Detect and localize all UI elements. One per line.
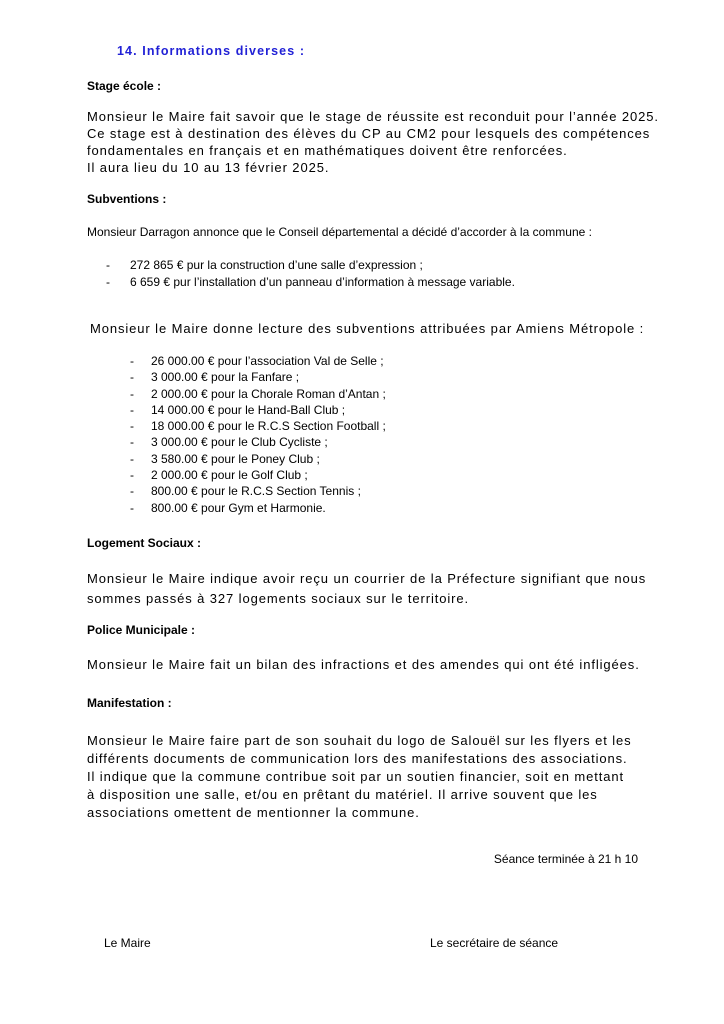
list-dash: - [106,258,110,272]
departement-subsidy-list [106,257,515,290]
list-dash: - [106,274,110,289]
list-item-text: 3 000.00 € pour le Club Cycliste ; [151,435,328,450]
list-item [106,257,515,274]
police-line: Monsieur le Maire fait un bilan des infractions et des amendes qui ont été infligées. [87,657,640,672]
list-item-text: 800.00 € pour le R.C.S Section Tennis ; [151,484,361,499]
list-item-text: 26 000.00 € pour l’association Val de Selle ; [151,354,384,368]
section-title: 14. Informations diverses : [117,44,306,58]
list-dash: - [130,468,134,483]
manifestation-line: Il indique que la commune contribue soit par un soutien financier, soit en mettant [87,769,625,784]
list-item [130,483,386,499]
manifestation-heading: Manifestation : [87,696,172,710]
list-item [130,402,386,418]
list-item-text: 3 000.00 € pour la Fanfare ; [151,370,300,385]
list-item [130,451,386,467]
list-dash: - [130,419,134,434]
list-item-text: 3 580.00 € pour le Poney Club ; [151,451,320,466]
logement-line: Monsieur le Maire indique avoir reçu un courrier de la Préfecture signifiant que nous [87,571,647,586]
metropole-subsidy-list [130,353,386,516]
list-dash: - [130,435,134,450]
manifestation-line: à disposition une salle, et/ou en prêtant du matériel. Il arrive souvent que les [87,787,598,802]
list-item-text: 2 000.00 € pour le Golf Club ; [151,468,308,483]
list-item-text: 800.00 € pour Gym et Harmonie. [151,500,326,515]
list-item-text: 6 659 € pur l’installation d’un panneau d’information à message variable. [130,274,515,289]
subventions-heading: Subventions : [87,192,167,206]
stage-line: fondamentales en français et en mathématiques doivent être renforcées. [87,143,568,158]
manifestation-line: différents documents de communication lors des manifestations des associations. [87,751,628,766]
police-heading: Police Municipale : [87,623,196,637]
stage-line: Il aura lieu du 10 au 13 février 2025. [87,160,330,175]
signature-maire: Le Maire [104,936,151,950]
list-item [130,434,386,450]
list-item [130,418,386,434]
list-dash: - [130,484,134,499]
list-item [130,467,386,483]
stage-heading: Stage école : [87,79,162,93]
list-dash: - [130,354,134,368]
closing-time: Séance terminée à 21 h 10 [493,852,638,866]
stage-line: Monsieur le Maire fait savoir que le stage de réussite est reconduit pour l’année 2025. [87,109,659,124]
list-dash: - [130,386,134,401]
metropole-intro: Monsieur le Maire donne lecture des subventions attribuées par Amiens Métropole : [90,321,645,336]
list-item [130,353,386,369]
signature-secretaire: Le secrétaire de séance [430,936,559,950]
list-item [106,274,515,291]
list-item [130,369,386,385]
stage-line: Ce stage est à destination des élèves du CP au CM2 pour lesquels des compétences [87,126,651,141]
list-item-text: 18 000.00 € pour le R.C.S Section Football ; [151,419,386,434]
manifestation-line: Monsieur le Maire faire part de son souhait du logo de Salouël sur les flyers et les [87,733,632,748]
list-item-text: 2 000.00 € pour la Chorale Roman d’Antan ; [151,386,386,401]
list-dash: - [130,402,134,417]
subventions-intro: Monsieur Darragon annonce que le Conseil départemental a décidé d’accorder à la commune : [87,225,592,239]
list-item [130,386,386,402]
list-item-text: 272 865 € pur la construction d’une salle d’expression ; [130,258,423,272]
manifestation-line: associations omettent de mentionner la commune. [87,805,420,820]
logement-heading: Logement Sociaux : [87,536,202,550]
list-dash: - [130,370,134,385]
list-item [130,500,386,516]
list-dash: - [130,500,134,515]
list-dash: - [130,451,134,466]
list-item-text: 14 000.00 € pour le Hand-Ball Club ; [151,402,346,417]
logement-line: sommes passés à 327 logements sociaux sur le territoire. [87,591,470,606]
